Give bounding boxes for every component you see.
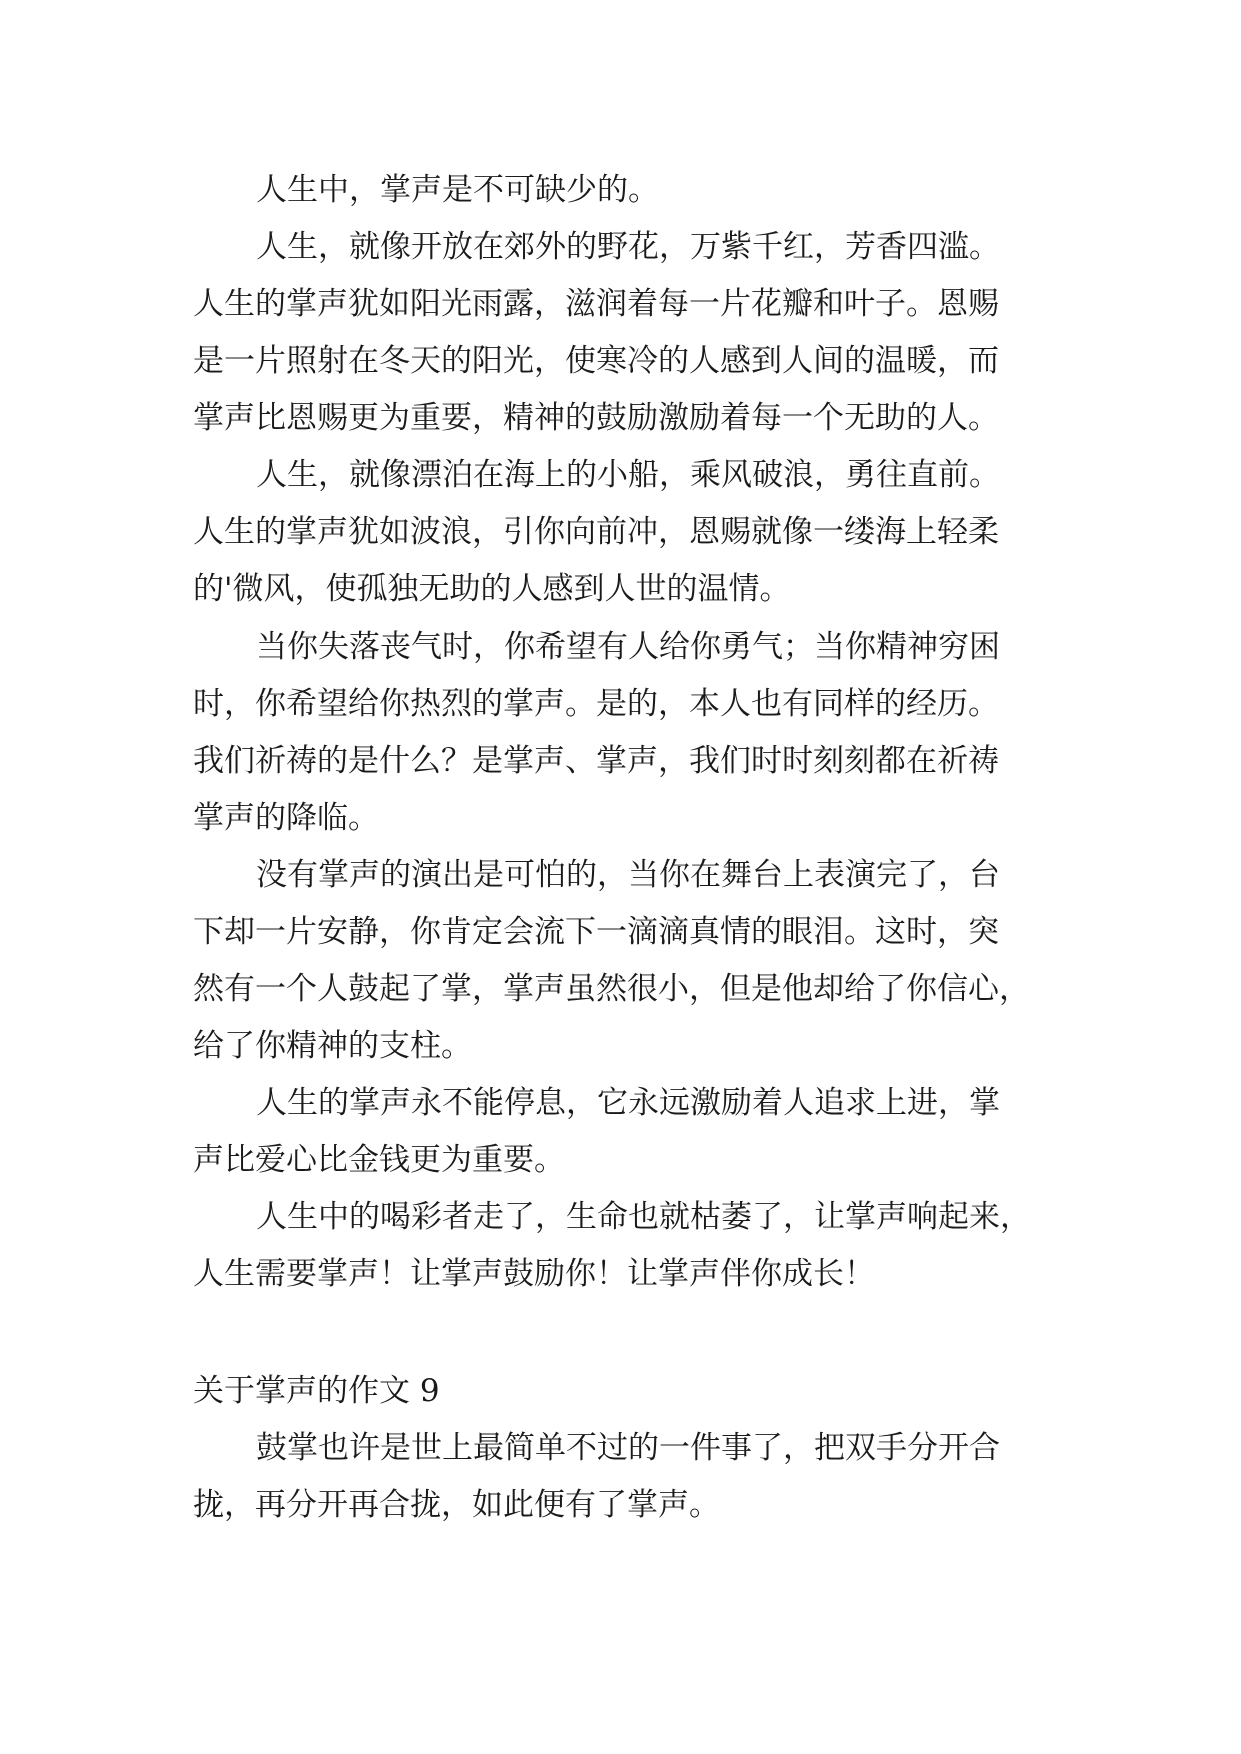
text-line: 我们祈祷的是什么？是掌声、掌声，我们时时刻刻都在祈祷 <box>193 743 999 779</box>
text-line: 当你失落丧气时，你希望有人给你勇气；当你精神穷困 <box>256 629 1000 665</box>
text-line: 人生的掌声犹如阳光雨露，滋润着每一片花瓣和叶子。恩赐 <box>193 286 999 322</box>
text-line: 是一片照射在冬天的阳光，使寒冷的人感到人间的温暖，而 <box>193 343 999 379</box>
text-line: 鼓掌也许是世上最简单不过的一件事了，把双手分开合 <box>256 1430 1000 1466</box>
text-line: 人生中的喝彩者走了，生命也就枯萎了，让掌声响起来， <box>256 1199 1031 1235</box>
text-line: 掌声比恩赐更为重要，精神的鼓励激励着每一个无助的人。 <box>193 400 999 436</box>
text-line: 人生的掌声永不能停息，它永远激励着人追求上进，掌 <box>256 1085 1000 1121</box>
text-line: 的'微风，使孤独无助的人感到人世的温情。 <box>193 571 791 607</box>
section-heading: 关于掌声的作文 9 <box>193 1373 440 1409</box>
text-line: 然有一个人鼓起了掌，掌声虽然很小，但是他却给了你信心， <box>193 971 1030 1007</box>
text-line: 人生需要掌声！让掌声鼓励你！让掌声伴你成长！ <box>193 1256 875 1292</box>
text-line: 人生中，掌声是不可缺少的。 <box>256 172 659 208</box>
text-line: 给了你精神的支柱。 <box>193 1028 472 1064</box>
text-line: 时，你希望给你热烈的掌声。是的，本人也有同样的经历。 <box>193 686 999 722</box>
text-line: 掌声的降临。 <box>193 800 379 836</box>
text-line: 人生的掌声犹如波浪，引你向前冲，恩赐就像一缕海上轻柔 <box>193 514 999 550</box>
text-line: 人生，就像漂泊在海上的小船，乘风破浪，勇往直前。 <box>256 457 1000 493</box>
text-line: 人生，就像开放在郊外的野花，万紫千红，芳香四滥。 <box>256 229 1000 265</box>
text-line: 没有掌声的演出是可怕的，当你在舞台上表演完了，台 <box>256 857 1000 893</box>
text-line: 下却一片安静，你肯定会流下一滴滴真情的眼泪。这时，突 <box>193 914 999 950</box>
text-line: 声比爱心比金钱更为重要。 <box>193 1142 565 1178</box>
text-line: 拢，再分开再合拢，如此便有了掌声。 <box>193 1487 720 1523</box>
